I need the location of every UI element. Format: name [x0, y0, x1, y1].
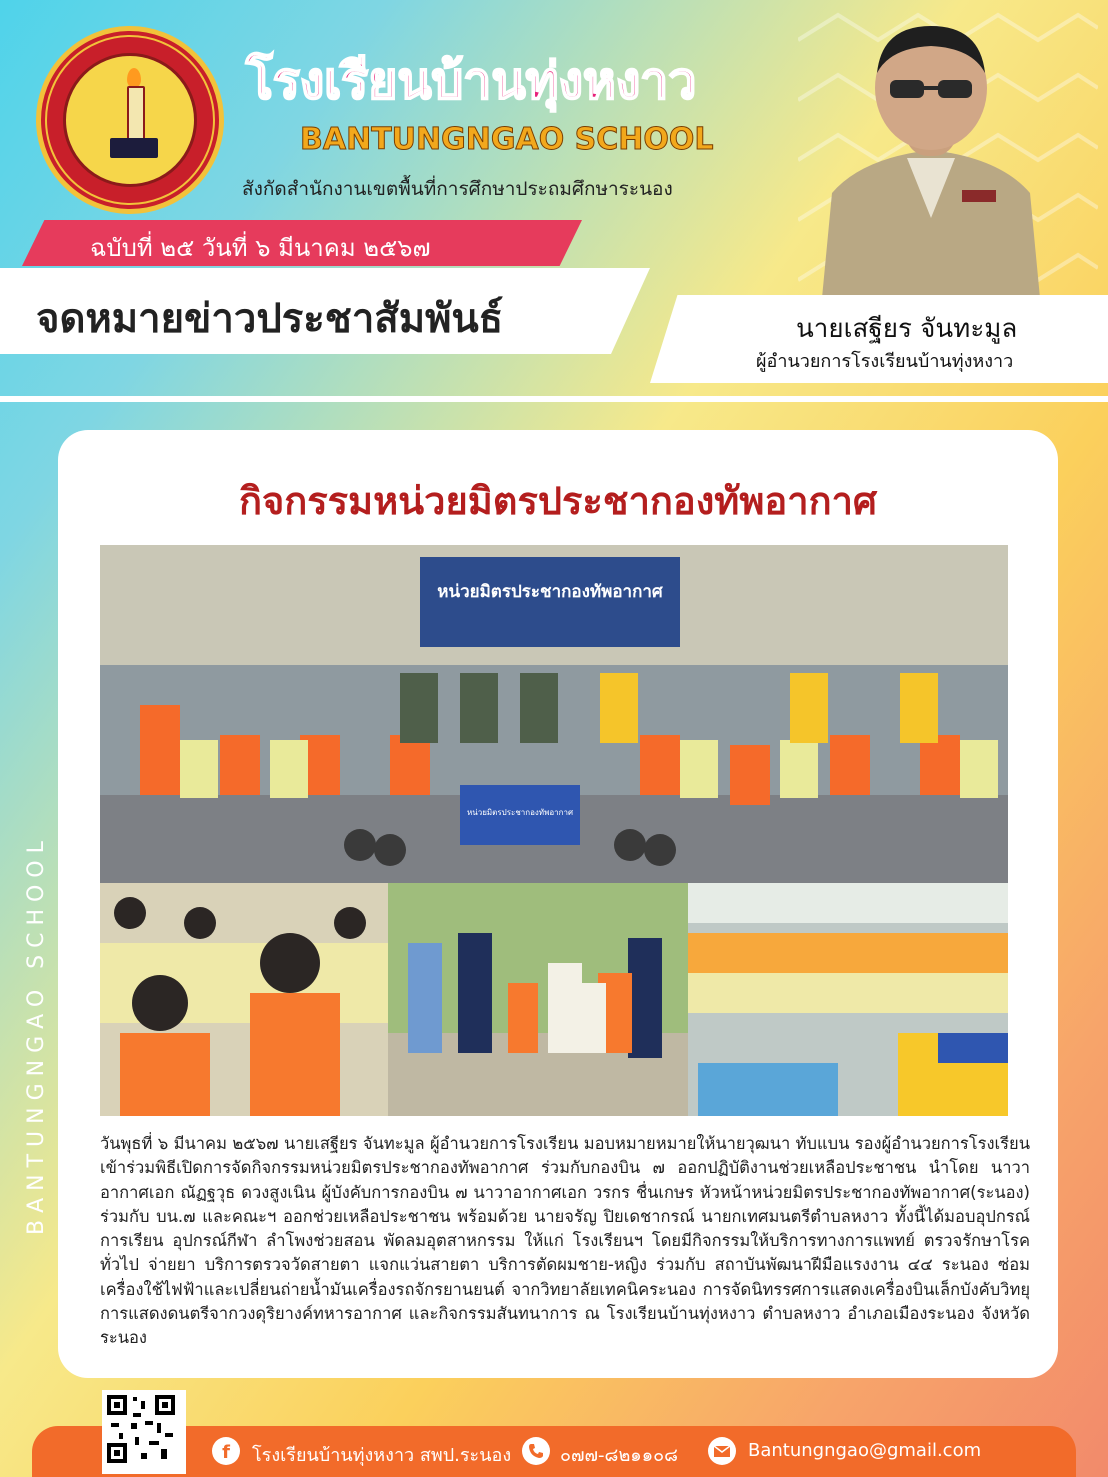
affiliation-text: สังกัดสำนักงานเขตพื้นที่การศึกษาประถมศึกษาระนอง: [242, 178, 673, 200]
email-address[interactable]: Bantungngao@gmail.com: [748, 1440, 982, 1461]
book-icon: [110, 138, 158, 158]
candle-flame-icon: [127, 68, 141, 88]
email-icon[interactable]: [708, 1437, 736, 1465]
phone-icon[interactable]: [522, 1437, 550, 1465]
candle-icon: [127, 86, 145, 142]
banner-text: หน่วยมิตรประชากองทัพอากาศ: [437, 582, 663, 602]
vertical-school-text: BANTUNGNGAO SCHOOL: [24, 834, 49, 1235]
article-headline: กิจกรรมหน่วยมิตรประชากองทัพอากาศ: [238, 479, 878, 523]
facebook-icon[interactable]: [212, 1437, 240, 1465]
logo-emblem: [63, 53, 197, 187]
school-name-thai: โรงเรียนบ้านทุ่งหงาว: [246, 52, 697, 110]
issue-number: ฉบับที่ ๒๕ วันที่ ๖ มีนาคม ๒๕๖๗: [90, 234, 431, 262]
article-body: วันพุธที่ ๖ มีนาคม ๒๕๖๗ นายเสฐียร จันทะมูล ผู้อำนวยการโรงเรียน มอบหมายหมายให้นายวุฒนา ทับแบน รองผู้อำนวยการโรงเรียน เข้าร่วมพิธีเปิดการจัดกิจกรรมหน่วยมิตรประชากองทัพอากาศ ร่วมกับกองบิน ๗ ออกปฏิบัติงานช่วยเหลือประชาชน นำโดย นาวาอากาศเอก ณัฏฐวุธ ดวงสูงเนิน ผู้บังคับการกองบิน ๗ นาวาอากาศเอก วรกร ชื่นเกษร หัวหน้าหน่วยมิตรประชากองทัพอากาศ(ระนอง) ร่วมกับ บน.๗ และคณะฯ ออกช่วยเหลือประชาชน พร้อมด้วย นายจรัญ ปิยเดชากรณ์ นายกเทศมนตรีตำบลหงาว ทั้งนี้ได้มอบอุปกรณ์การเรียน อุปกรณ์กีฬา ลำโพงช่วยสอน พัดลมอุตสาหกรรม ให้แก่ โรงเรียนฯ โดยมีกิจกรรมให้บริการทางการแพทย์ ตรวจรักษาโรคทั่วไป จ่ายยา บริการตรวจวัดสายตา แจกแว่นสายตา บริการตัดผมชาย-หญิง ร่วมกับ สถาบันพัฒนาฝีมือแรงงาน ๔๔ ระนอง ซ่อมเครื่องใช้ไฟฟ้าและเปลี่ยนถ่ายน้ำมันเครื่องรถจักรยานยนต์ จากวิทยาลัยเทคนิคระนอง การจัดนิทรรศการแสดงเครื่องบินเล็กบังคับวิทยุ การแสดงดนตรีจากวงดุริยางค์ทหารอากาศ และกิจกรรมสันทนาการ ณ โรงเรียนบ้านทุ่งหงาว ตำบลหงาว อำเภอเมืองระนอง จังหวัดระนอง: [100, 1134, 1030, 1348]
group-photo: [100, 545, 1008, 883]
group-photo-illustration: [100, 545, 1008, 883]
officials-photo-illustration: [388, 883, 688, 1116]
donation-sign-text: หน่วยมิตรประชากองทัพอากาศ: [466, 808, 574, 817]
student-microphone-photo: [100, 883, 388, 1116]
officials-students-photo: [388, 883, 688, 1116]
phone-number[interactable]: ๐๗๗-๘๒๑๑๐๘: [560, 1445, 679, 1466]
director-portrait: [822, 18, 1040, 298]
director-name: นายเสฐียร จันทะมูล: [796, 314, 1018, 344]
director-position: ผู้อำนวยการโรงเรียนบ้านทุ่งหงาว: [756, 351, 1014, 372]
newsletter-title: จดหมายข่าวประชาสัมพันธ์: [36, 296, 504, 342]
hall-photo-illustration: [688, 883, 1008, 1116]
school-name-english: BANTUNGNGAO SCHOOL: [300, 122, 714, 157]
svg-text:f: f: [222, 1442, 230, 1463]
school-logo: [36, 26, 224, 214]
hall-crowd-photo: [688, 883, 1008, 1116]
header-divider: [0, 396, 1108, 402]
student-photo-illustration: [100, 883, 388, 1116]
facebook-link[interactable]: โรงเรียนบ้านทุ่งหงาว สพป.ระนอง: [252, 1445, 512, 1466]
qr-code[interactable]: [102, 1390, 186, 1474]
